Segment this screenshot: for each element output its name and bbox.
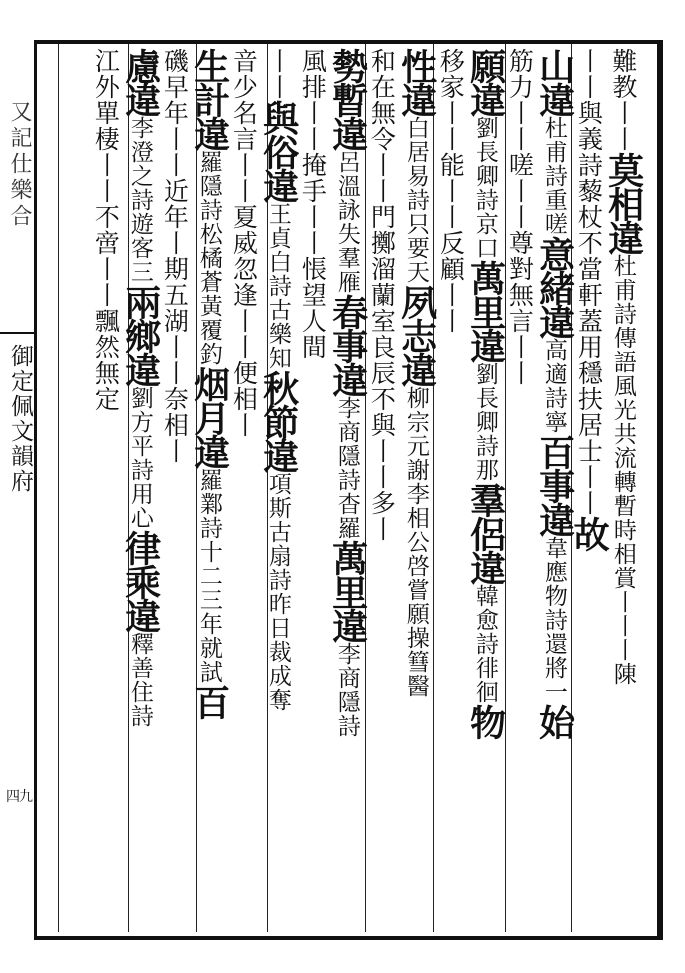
entry-text: 王貞白詩古樂知 <box>264 202 291 370</box>
entry-text: 杜甫詩傳語風光共流轉暫時相賞丨丨丨陳 <box>609 254 636 686</box>
text-column <box>602 48 645 924</box>
entry-heading: 與俗違 <box>257 100 300 202</box>
text-column <box>568 48 611 924</box>
entry-text: 羅隱詩松橘蒼黃覆釣 <box>195 150 222 366</box>
entry-text: 掩手丨丨 <box>298 152 328 256</box>
entry-heading: 生計違 <box>188 48 231 150</box>
entry-heading: 萬里違 <box>326 540 369 642</box>
entry-text: 釋善住詩 <box>126 632 153 728</box>
entry-text: 難教丨丨 <box>608 48 638 152</box>
entry-text: 李商隱詩 <box>333 642 360 738</box>
entry-text: 項斯古扇詩昨日裁成奪 <box>264 472 291 712</box>
entry-text: 能丨丨 <box>436 152 466 230</box>
entry-text: 呂溫詠失羣雁 <box>333 150 360 294</box>
text-column <box>464 48 507 924</box>
entry-text: 反顧丨丨 <box>436 230 466 334</box>
entry-text: 劉長卿詩京口 <box>471 116 498 260</box>
entry-heading: 意緒違 <box>533 236 576 338</box>
entry-heading: 勢暫違 <box>326 48 369 150</box>
entry-text: 江外單棲丨丨 <box>91 48 121 204</box>
entry-heading: 故 <box>568 516 611 550</box>
entry-text: 白居易詩只要天 <box>402 116 429 284</box>
entry-heading: 烟月違 <box>188 366 231 468</box>
text-column <box>433 48 468 924</box>
entry-heading: 律乘違 <box>119 530 162 632</box>
entry-text: 柳宗元謝李相公啓嘗願操篲醫 <box>402 386 429 698</box>
entry-text: 李商隱詩杳羅 <box>333 396 360 540</box>
entry-text: 筋力丨丨 <box>505 48 535 152</box>
entry-text: 風排丨丨 <box>298 48 328 152</box>
entry-heading: 始 <box>533 704 576 738</box>
entry-heading: 願違 <box>464 48 507 116</box>
entry-text: 杜甫詩重嗟 <box>540 116 567 236</box>
entry-text: 期五湖丨丨奈相丨 <box>160 256 190 464</box>
entry-text: 高適詩寧 <box>540 338 567 434</box>
entry-text: 音少名言丨丨 <box>229 48 259 204</box>
text-column <box>157 48 192 924</box>
entry-text: 嗟丨丨 <box>505 152 535 230</box>
entry-text: 不啻丨丨 <box>91 204 121 308</box>
entry-text: 門擲溜蘭室良辰不與丨丨多丨 <box>367 204 397 542</box>
entry-text: 羅鄴詩十二三年就試 <box>195 468 222 684</box>
entry-heading: 莫相違 <box>602 152 645 254</box>
entry-heading: 秋節違 <box>257 370 300 472</box>
entry-text: 尊對無言丨丨 <box>505 230 535 386</box>
entry-heading: 羣侶違 <box>464 482 507 584</box>
entry-text: 丨丨 <box>574 48 604 100</box>
entry-heading: 夙志違 <box>395 284 438 386</box>
entry-text: 韋應物詩還將一 <box>540 536 567 704</box>
text-column <box>502 48 537 924</box>
text-column <box>364 48 399 924</box>
text-column <box>533 48 576 924</box>
entry-text: 與義詩藜杖不當軒蓋用穩扶居士丨丨 <box>574 100 604 516</box>
entry-heading: 物 <box>464 704 507 738</box>
text-column <box>119 48 162 924</box>
text-column <box>257 48 300 924</box>
entry-text: 磯早年丨丨近年丨 <box>160 48 190 256</box>
text-column <box>226 48 261 924</box>
entry-heading: 春事違 <box>326 294 369 396</box>
entry-heading: 萬里違 <box>464 260 507 362</box>
text-column <box>395 48 438 924</box>
text-column <box>188 48 231 924</box>
entry-text: 移家丨丨 <box>436 48 466 152</box>
entry-text: 飄然無定 <box>91 308 121 412</box>
entry-text: 劉長卿詩那 <box>471 362 498 482</box>
text-column <box>326 48 369 924</box>
entry-text: 悵望人間 <box>298 256 328 360</box>
entry-text: 李澄之詩遊客三 <box>126 116 153 284</box>
entry-heading: 百 <box>188 684 231 718</box>
book-title: 御定佩文韻府 <box>4 344 37 494</box>
entry-heading: 慮違 <box>119 48 162 116</box>
entry-heading: 兩鄉違 <box>119 284 162 386</box>
margin-top-text: 又記仕樂合 <box>7 100 32 230</box>
entry-text: 劉方平詩用心 <box>126 386 153 530</box>
page-number: 四九 <box>6 789 32 805</box>
text-column <box>88 48 123 924</box>
entry-heading: 山違 <box>533 48 576 116</box>
entry-text: 夏威忽逢丨丨便相丨 <box>229 204 259 438</box>
entry-text: 丨丨 <box>263 48 293 100</box>
text-column <box>295 48 330 924</box>
entry-heading: 性違 <box>395 48 438 116</box>
entry-text: 韓愈詩徘徊 <box>471 584 498 704</box>
page-margin <box>0 44 34 932</box>
column-rule <box>58 44 59 932</box>
entry-text: 和在無令丨丨 <box>367 48 397 204</box>
entry-heading: 百事違 <box>533 434 576 536</box>
